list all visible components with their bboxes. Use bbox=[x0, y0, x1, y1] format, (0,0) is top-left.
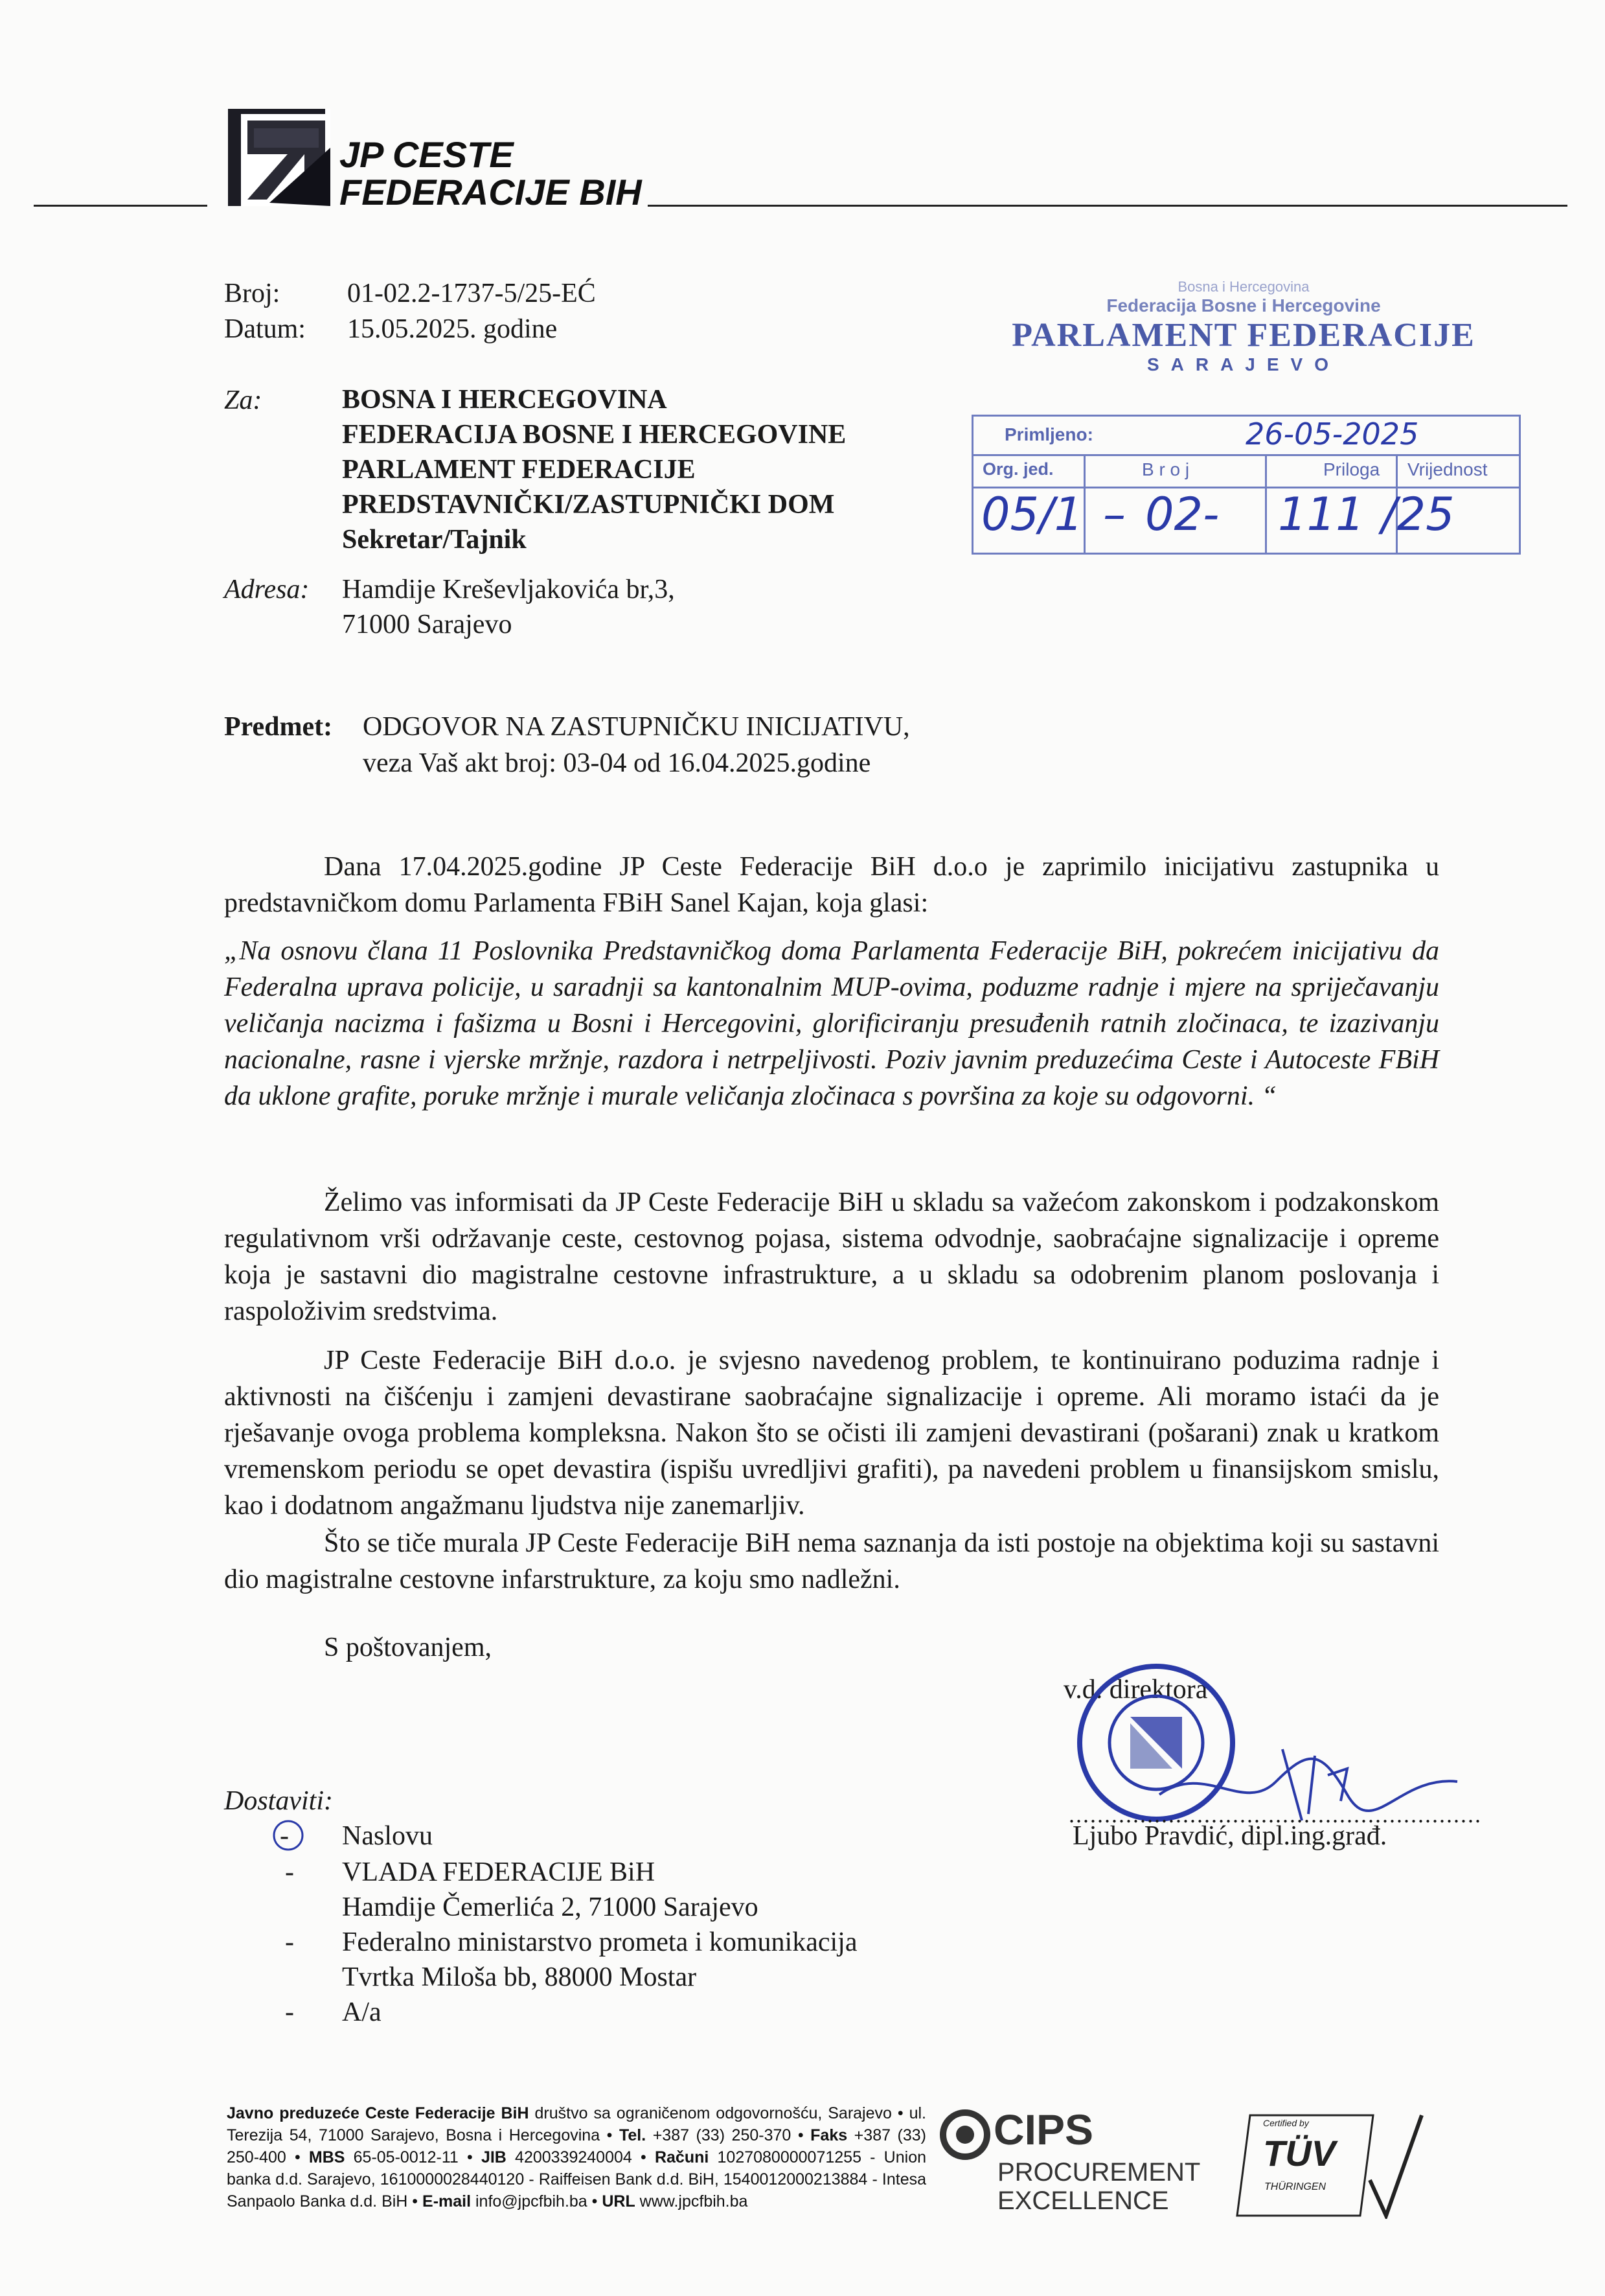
footer-jib-label: JIB bbox=[481, 2148, 507, 2166]
footer-tel: +387 (33) 250-370 • bbox=[646, 2126, 811, 2144]
signatory-name: Ljubo Pravdić, dipl.ing.građ. bbox=[1073, 1821, 1387, 1851]
distribution-item: VLADA FEDERACIJE BiH bbox=[342, 1857, 655, 1887]
signature-dotted-line: .......................................................... bbox=[1069, 1802, 1482, 1828]
distribution-item-address: Hamdije Čemerlića 2, 71000 Sarajevo bbox=[342, 1892, 758, 1922]
footer-company-info bbox=[227, 2102, 926, 2212]
za-label: Za: bbox=[224, 385, 262, 415]
broj-value: 01-02.2-1737-5/25-EĆ bbox=[347, 279, 596, 308]
footer-racuni-label: Računi bbox=[654, 2148, 709, 2166]
body-quote: „Na osnovu člana 11 Poslovnika Predstavničkog doma Parlamenta Federacije BiH, pokrećem inicijativu da Federalna uprava policije, u saradnji sa kantonalnim MUP-ovima, poduzme radnje i mjere na spriječavanju veličanja nacizma i fašizma u Bosni i Hercegovini, glorificiranju presuđenih ratnih zločinaca, te izazivanju nacionalne, rasne i vjerske mržnje, razdora i netrpeljivosti. Poziv javnim preduzećima Ceste i Autoceste FBiH da uklone grafite, poruke mržnje i murale veličanja zločinaca s površina za koje su odgovorni. “ bbox=[224, 936, 1439, 1111]
tuv-certified-by: Certified by bbox=[1263, 2118, 1309, 2128]
adresa-label: Adresa: bbox=[224, 575, 310, 604]
recipient-line: FEDERACIJA BOSNE I HERCEGOVINE bbox=[342, 420, 847, 450]
datum-label: Datum: bbox=[224, 314, 306, 344]
distribution-bullet: - bbox=[285, 1857, 294, 1887]
footer-tel-label: Tel. bbox=[619, 2126, 646, 2144]
stamp-hw-org: 05/1 bbox=[981, 488, 1084, 541]
stamp-primljeno-label: Primljeno: bbox=[1005, 424, 1093, 444]
stamp-divider bbox=[1265, 454, 1267, 555]
company-name-line1: JP CESTE bbox=[339, 134, 514, 175]
subject-line1: ODGOVOR NA ZASTUPNIČKU INICIJATIVU, bbox=[363, 712, 910, 742]
footer-url: www.jpcfbih.ba bbox=[635, 2192, 748, 2210]
recipient-line: PREDSTAVNIČKI/ZASTUPNIČKI DOM bbox=[342, 490, 835, 520]
distribution-item: A/a bbox=[342, 1997, 381, 2027]
stamp-line1: Bosna i Hercegovina bbox=[1178, 279, 1310, 295]
recipient-line: BOSNA I HERCEGOVINA bbox=[342, 385, 667, 415]
cips-line2: PROCUREMENT bbox=[997, 2158, 1201, 2187]
tuv-name: TÜV bbox=[1263, 2133, 1336, 2174]
footer-mbs: 65-05-0012-11 • bbox=[345, 2148, 481, 2166]
closing-salutation: S poštovanjem, bbox=[324, 1633, 492, 1662]
recipient-block bbox=[342, 382, 846, 557]
stamp-hw-dash: – bbox=[1103, 488, 1126, 541]
cips-title: CIPS bbox=[994, 2106, 1094, 2153]
tuv-certification-logo bbox=[1224, 2109, 1425, 2219]
footer-fax-label: Faks bbox=[810, 2126, 848, 2144]
stamp-line2: Federacija Bosne i Hercegovine bbox=[1106, 295, 1381, 316]
stamp-divider bbox=[1084, 454, 1086, 555]
distribution-bullet: - bbox=[280, 1821, 289, 1851]
footer-company-desc: društvo sa ograničenom odgovornošću, Sarajevo • ul. Terezija 54, 71000 Sarajevo, Bosna i Hercegovina • bbox=[227, 2104, 926, 2144]
adresa-line2: 71000 Sarajevo bbox=[342, 610, 512, 639]
cips-line3: EXCELLENCE bbox=[997, 2187, 1169, 2215]
subject-line2: veza Vaš akt broj: 03-04 od 16.04.2025.godine bbox=[363, 748, 871, 778]
stamp-col-org: Org. jed. bbox=[983, 459, 1054, 479]
checkmark-circle-icon bbox=[271, 1818, 306, 1853]
stamp-hw-num: 111 bbox=[1278, 488, 1365, 541]
recipient-line: PARLAMENT FEDERACIJE bbox=[342, 455, 696, 485]
stamp-col-vrijednost: Vrijednost bbox=[1407, 459, 1488, 479]
stamp-line4: SARAJEVO bbox=[1146, 354, 1341, 374]
distribution-item: Federalno ministarstvo prometa i komunikacija bbox=[342, 1927, 858, 1957]
adresa-line1: Hamdije Kreševljakovića br,3, bbox=[342, 575, 675, 604]
cips-logo bbox=[939, 2106, 1211, 2215]
stamp-col-broj: B r o j bbox=[1142, 459, 1190, 479]
dostaviti-label: Dostaviti: bbox=[224, 1786, 333, 1816]
body-paragraph-1: Dana 17.04.2025.godine JP Ceste Federacije BiH d.o.o je zaprimilo inicijativu zastupnika u predstavničkom domu Parlamenta FBiH Sanel Kajan, koja glasi: bbox=[224, 852, 1439, 918]
distribution-bullet: - bbox=[285, 1927, 294, 1957]
body-paragraph-3: JP Ceste Federacije BiH d.o.o. je svjesno navedenog problem, te kontinuirano poduzima radnje i aktivnosti na čišćenju i zamjeni devastirane saobraćajne signalizacije i opreme. Ali moramo istaći da je rješavanje ovoga problema kompleksna. Nakon što se očisti ili zamjeni devastirani (pošarani) znak u kratkom vremenskom periodu se opet devastira (ispišu uvredljivi grafiti), pa navedeni problem u finansijskom smislu, kao i dodatnom angažmanu ljudstva nije zanemarljiv. bbox=[224, 1346, 1439, 1521]
predmet-label: Predmet: bbox=[224, 712, 333, 742]
tuv-region: THÜRINGEN bbox=[1264, 2181, 1326, 2192]
stamp-line3: PARLAMENT FEDERACIJE bbox=[1012, 317, 1475, 354]
stamp-hw-broj: 02- bbox=[1145, 488, 1220, 541]
header-rule-right bbox=[648, 205, 1567, 207]
company-logo-icon bbox=[228, 109, 330, 206]
footer-jib: 4200339240004 • bbox=[506, 2148, 655, 2166]
header-rule-left bbox=[34, 205, 207, 207]
distribution-item: Naslovu bbox=[342, 1821, 433, 1851]
footer-url-label: URL bbox=[602, 2192, 635, 2210]
company-name bbox=[339, 136, 642, 211]
signatory-title: v.d. direktora bbox=[1064, 1675, 1208, 1705]
stamp-table bbox=[972, 415, 1521, 555]
recipient-line: Sekretar/Tajnik bbox=[342, 525, 527, 555]
footer-mbs-label: MBS bbox=[308, 2148, 345, 2166]
footer-email: info@jpcfbih.ba • bbox=[471, 2192, 602, 2210]
stamp-row-received bbox=[973, 417, 1519, 456]
company-name-line2: FEDERACIJE BIH bbox=[339, 172, 642, 212]
broj-label: Broj: bbox=[224, 279, 280, 308]
stamp-col-priloga: Priloga bbox=[1323, 459, 1380, 479]
body-paragraph-4: Što se tiče murala JP Ceste Federacije BiH nema saznanja da isti postoje na objektima koji su sastavni dio magistralne cestovne infarstrukture, za koju smo nadležni. bbox=[224, 1528, 1439, 1594]
distribution-bullet: - bbox=[285, 1997, 294, 2027]
stamp-hw-year: /25 bbox=[1382, 488, 1455, 541]
received-stamp bbox=[965, 279, 1522, 564]
footer-email-label: E-mail bbox=[422, 2192, 472, 2210]
footer-fax: +387 (33) 250-400 • bbox=[227, 2126, 926, 2166]
stamp-received-date: 26-05-2025 bbox=[1246, 417, 1419, 452]
datum-value: 15.05.2025. godine bbox=[347, 314, 558, 344]
cips-emblem-icon bbox=[939, 2109, 991, 2161]
footer-racuni: 1027080000071255 - Union banka d.d. Sarajevo, 1610000028440120 - Raiffeisen Bank d.d. BiH, 1540012000213884 - Intesa Sanpaolo Banka d.d. BiH • bbox=[227, 2148, 926, 2210]
distribution-item-address: Tvrtka Miloša bb, 88000 Mostar bbox=[342, 1962, 697, 1992]
stamp-row-headers bbox=[973, 454, 1519, 488]
footer-company-name: Javno preduzeće Ceste Federacije BiH bbox=[227, 2104, 529, 2122]
body-paragraph-2: Želimo vas informisati da JP Ceste Federacije BiH u skladu sa važećom zakonskom i podzakonskom regulativnom vrši održavanje ceste, cestovnog pojasa, sistema odvodnje, saobraćajne signalizacije i opreme koja je sastavni dio magistralne cestovne infrastrukture, a u skladu sa odobrenim planom poslovanja i raspoloživim sredstvima. bbox=[224, 1188, 1439, 1326]
